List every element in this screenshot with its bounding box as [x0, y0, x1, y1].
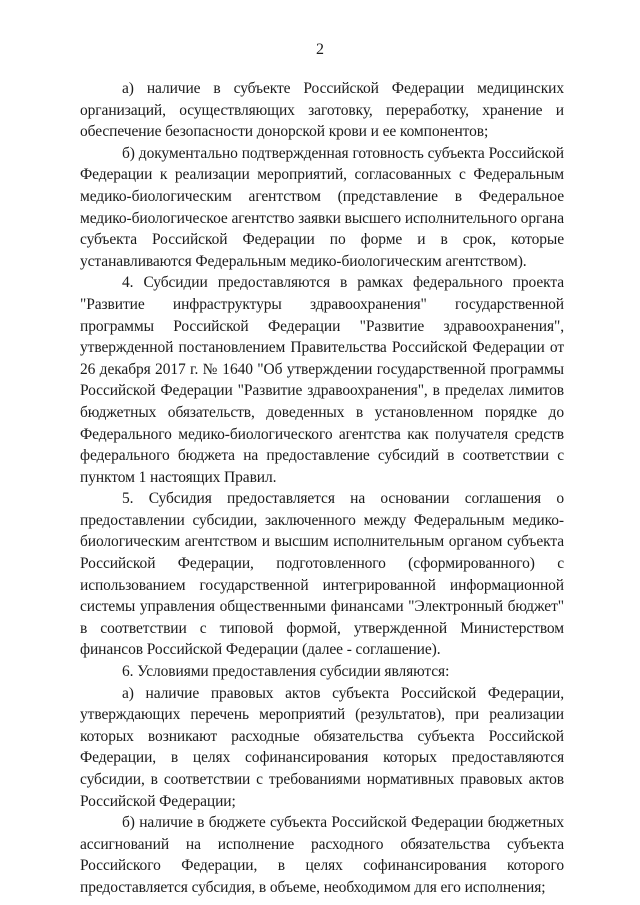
paragraph-item-a-medical-organizations: а) наличие в субъекте Российской Федерации медицинских организаций, осуществляющих заготовку, переработку, хранение и обеспечение безопасности донорской крови и ее компонентов; [80, 80, 564, 141]
paragraph-item-b-readiness: б) документально подтвержденная готовность субъекта Российской Федерации к реализации мероприятий, согласованных с Федеральным медико-биологическим агентством (представление в Федеральное медико-биологическое агентство заявки высшего исполнительного органа субъекта Российской Федерации по форме и в срок, которые устанавливаются Федеральным медико-биологическим агентством). [80, 144, 564, 270]
document-body [80, 78, 564, 899]
paragraph-clause-5: 5. Субсидия предоставляется на основании соглашения о предоставлении субсидии, заключенного между Федеральным медико-биологическим агентством и высшим исполнительным органом субъекта Российской Федерации, подготовленного (сформированного) с использованием государственной интегрированной информационной системы управления общественными финансами "Электронный бюджет" в соответствии с типовой формой, утвержденной Министерством финансов Российской Федерации (далее - соглашение). [80, 490, 564, 659]
paragraph-clause-4: 4. Субсидии предоставляются в рамках федерального проекта "Развитие инфраструктуры здравоохранения" государственной программы Российской Федерации "Развитие здравоохранения", утвержденной постановлением Правительства Российской Федерации от 26 декабря 2017 г. № 1640 "Об утверждении государственной программы Российской Федерации "Развитие здравоохранения", в пределах лимитов бюджетных обязательств, доведенных в установленном порядке до Федерального медико-биологического агентства как получателя средств федерального бюджета на предоставление субсидий в соответствии с пунктом 1 настоящих Правил. [80, 274, 564, 486]
paragraph-clause-6-item-b: б) наличие в бюджете субъекта Российской Федерации бюджетных ассигнований на исполнение расходного обязательства субъекта Российского Федерации, в целях софинансирования которого предоставляется субсидия, в объеме, необходимом для его исполнения; [80, 814, 564, 896]
paragraph-clause-6-item-a: а) наличие правовых актов субъекта Российской Федерации, утверждающих перечень мероприятий (результатов), при реализации которых возникают расходные обязательства субъекта Российской Федерации, в целях софинансирования которых предоставляются субсидии, в соответствии с требованиями нормативных правовых актов Российской Федерации; [80, 684, 564, 810]
paragraph-clause-6: 6. Условиями предоставления субсидии являются: [122, 663, 450, 681]
page-number: 2 [316, 41, 324, 58]
